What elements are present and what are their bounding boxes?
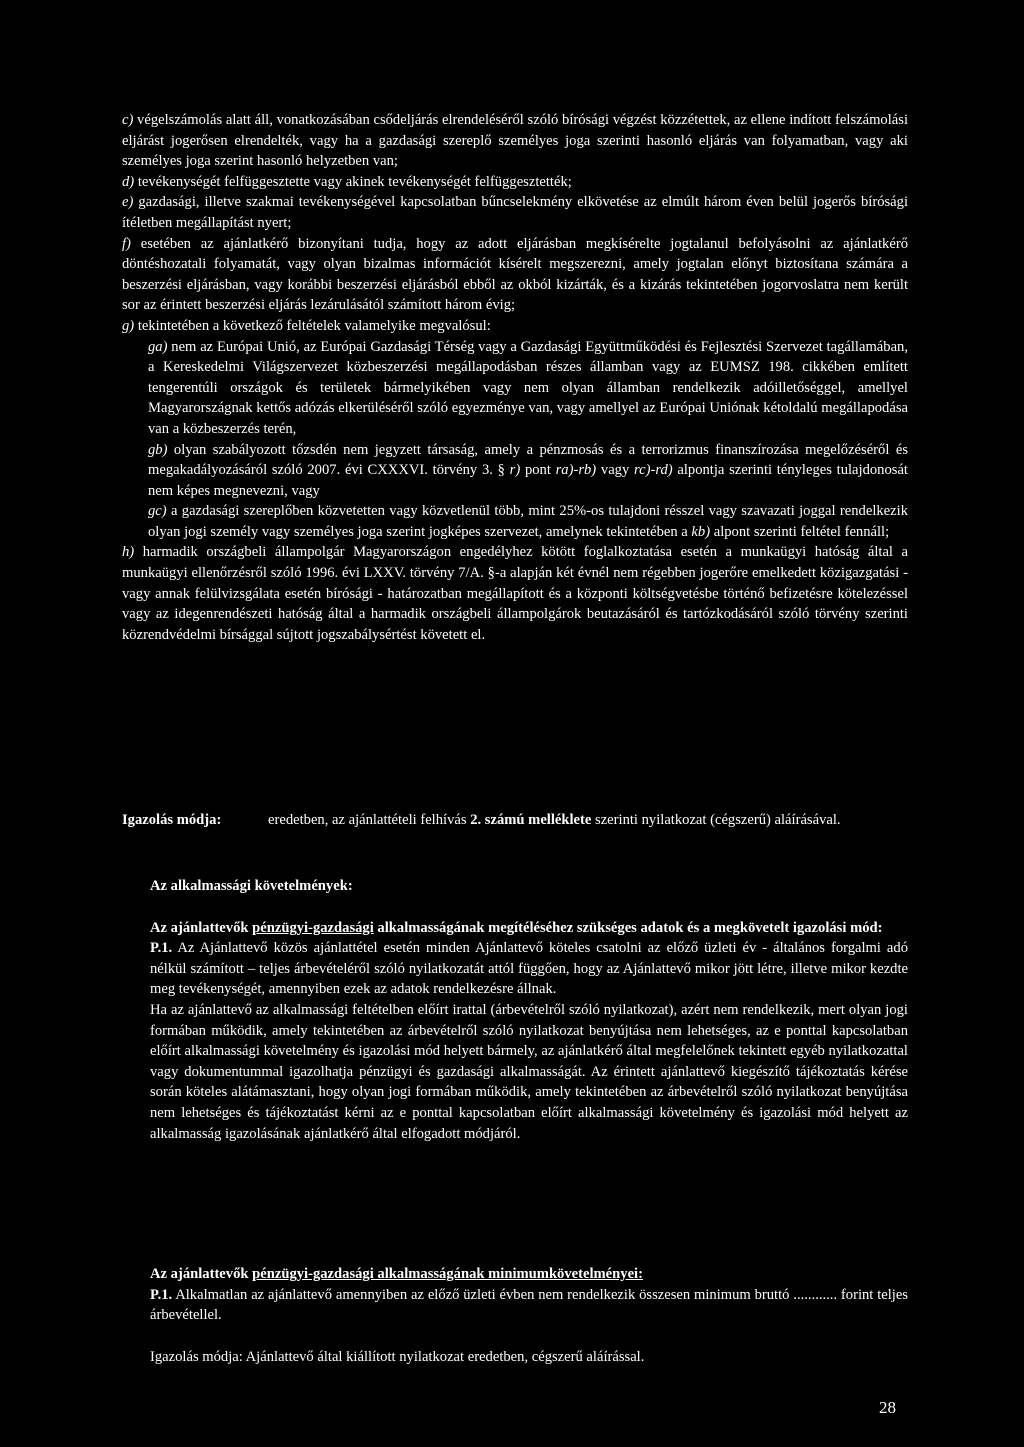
para-c: c) végelszámolás alatt áll, vonatkozásában csődeljárás elrendeléséről szóló bírósági végzést közzétettek, az ellene indított felszámolási eljárást jogerősen elrendelték, vagy ha a gazdasági szereplő személyes joga szerinti hasonló eljárás van folyamatban, vagy aki személyes joga szerint hasonló helyzetben van; — [122, 112, 908, 170]
exclusion-list — [122, 110, 908, 645]
page-number: 28 — [879, 1398, 896, 1417]
para-e: e) gazdasági, illetve szakmai tevékenységével kapcsolatban bűncselekmény elkövetése az elmúlt három éven belül jogerős bírósági ítéletben megállapítást nyert; — [122, 194, 908, 231]
p1-requirement: P.1. Az Ajánlattevő közös ajánlattétel esetén minden Ajánlattevő köteles csatolni az előző üzleti év - általános forgalmi adó nélkül számított – teljes árbevételéről szóló nyilatkozatát attól függően, hogy az Ajánlattevő mikor jött létre, illetve mikor kezdte meg tevékenységét, amennyiben ezek az adatok rendelkezésre állnak. — [150, 940, 908, 998]
minimum-requirements — [150, 1264, 908, 1367]
p1-continuation: Ha az ajánlattevő az alkalmassági feltételben előírt irattal (árbevételről szóló nyilatkozat), azért nem rendelkezik, mert olyan jogi formában működik, amely tekintetében az árbevételről szóló nyilatkozat benyújtása nem lehetséges, az e ponttal kapcsolatban előírt alkalmassági követelmény és igazolási mód helyett bármely, az ajánlatkérő által megfelelőnek tekintett egyéb nyilatkozattal vagy dokumentummal igazolhatja pénzügyi és gazdasági alkalmasságát. Az érintett ajánlattevő kiegészítő tájékoztatás kérése során köteles alátámasztani, hogy olyan jogi formában működik, amely tekintetében az árbevételről szóló nyilatkozat benyújtása nem lehetséges és tájékoztatást kérni az e ponttal kapcsolatban előírt alkalmassági követelmény és igazolási mód helyett az alkalmasság igazolásának ajánlatkérő által elfogadott módjáról. — [150, 1001, 908, 1142]
verification-method-1 — [122, 810, 908, 831]
para-d: d) tevékenységét felfüggesztette vagy akinek tevékenységét felfüggesztették; — [122, 173, 572, 190]
suitability-heading: Az alkalmassági követelmények: — [150, 878, 353, 894]
financial-heading: Az ajánlattevők pénzügyi-gazdasági alkalmasságának megítéléséhez szükséges adatok és a megkövetelt igazolási mód: — [150, 919, 883, 936]
para-ga: ga) nem az Európai Unió, az Európai Gazdasági Térség vagy a Gazdasági Együttműködési és Fejlesztési Szervezet tagállamában, a Kereskedelmi Világszervezet közbeszerzési megállapodásban részes államban vagy az EUMSZ 198. cikkében említett tengerentúli országok és területek bármelyikében vagy nem olyan államban rendelkezik adóilletőséggel, amellyel Magyarországnak kettős adózás elkerüléséről szóló egyezménye van, vagy amellyel az Európai Uniónak kétoldalú megállapodása van a közbeszerzés terén, — [148, 338, 908, 437]
verification-text: eredetben, az ajánlattételi felhívás 2. számú melléklete szerinti nyilatkozat (cégszerű) aláírásával. — [268, 812, 841, 828]
para-h: h) harmadik országbeli állampolgár Magyarországon engedélyhez kötött foglalkoztatása esetén a munkaügyi hatóság által a munkaügyi ellenőrzésről szóló 1996. évi LXXV. törvény 7/A. §-a alapján két évnél nem régebben jogerőre emelkedett közigazgatási - vagy annak felülvizsgálata esetén bírósági - határozatban megállapított és a központi költségvetésbe történő befizetésre kötelezéssel vagy az idegenrendészeti hatóság által a harmadik országbeli állampolgárok beutazásáról és tartózkodásáról szóló törvény szerinti közrendvédelmi bírsággal sújtott jogszabálysértést követett el. — [122, 544, 908, 643]
para-gb: gb) olyan szabályozott tőzsdén nem jegyzett társaság, amely a pénzmosás és a terrorizmus finanszírozása megelőzéséről és megakadályozásáról szóló 2007. évi CXXXVI. törvény 3. § r) pont ra)-rb) vagy rc)-rd) alpontja szerinti tényleges tulajdonosát nem képes megnevezni, vagy — [148, 441, 908, 499]
p1-minimum: P.1. Alkalmatlan az ajánlattevő amennyiben az előző üzleti évben nem rendelkezik összesen minimum bruttó ............ forint teljes árbevétellel. — [150, 1286, 908, 1324]
suitability-section — [150, 876, 908, 1144]
verification-label: Igazolás módja: — [122, 812, 222, 828]
para-g: g) tekintetében a következő feltételek valamelyike megvalósul: — [122, 317, 491, 334]
minimum-heading: Az ajánlattevők pénzügyi-gazdasági alkalmasságának minimumkövetelményei: — [150, 1266, 643, 1282]
verification-method-2: Igazolás módja: Ajánlattevő által kiállított nyilatkozat eredetben, cégszerű aláírással. — [150, 1348, 645, 1365]
para-gc: gc) a gazdasági szereplőben közvetetten vagy közvetlenül több, mint 25%-os tulajdoni résszel vagy szavazati joggal rendelkezik olyan jogi személy vagy személyes joga szerint jogképes szervezet, amelynek tekintetében a kb) alpont szerinti feltétel fennáll; — [148, 503, 908, 540]
para-f: f) esetében az ajánlatkérő bizonyítani tudja, hogy az adott eljárásban megkísérelte jogtalanul befolyásolni az ajánlatkérő döntéshozatali folyamatát, vagy olyan bizalmas információt kísérelt megszerezni, amely jogtalan előnyt biztosítana számára a beszerzési eljárásban, vagy korábbi beszerzési eljárásból ebből az okból kizárták, és a kizárás tekintetében jogorvoslatra nem került sor az érintett beszerzési eljárás lezárulásától számított három évig; — [122, 235, 908, 314]
